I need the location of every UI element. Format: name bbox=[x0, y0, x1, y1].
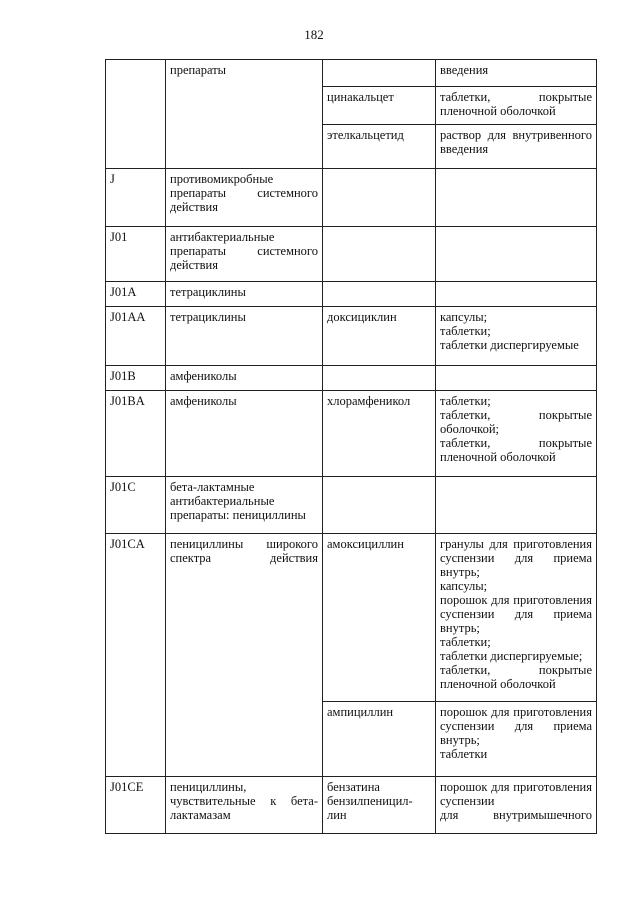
dosage-form-cell bbox=[436, 391, 597, 477]
drug-name-cell bbox=[323, 477, 436, 534]
atc-group-cell: бета-лактамные антибактериальные препараты: пенициллины bbox=[166, 477, 323, 534]
atc-code-cell bbox=[106, 60, 166, 169]
group-line: пенициллины, bbox=[170, 780, 247, 794]
dosage-form-cell: раствор для внутривенного введения bbox=[436, 125, 597, 169]
atc-group-cell: пенициллины широкого спектра действия bbox=[166, 534, 323, 777]
drug-name-cell: доксициклин bbox=[323, 307, 436, 366]
dosage-form-cell bbox=[436, 477, 597, 534]
dosage-form-cell bbox=[436, 282, 597, 307]
form-line: порошок для приготовления bbox=[440, 593, 592, 607]
form-line: таблетки, покрытые bbox=[440, 436, 592, 450]
form-line: таблетки bbox=[440, 747, 488, 761]
dosage-form-cell bbox=[436, 534, 597, 702]
atc-code-cell: J bbox=[106, 169, 166, 227]
atc-code-cell: J01A bbox=[106, 282, 166, 307]
dosage-form-cell bbox=[436, 227, 597, 282]
form-line: пленочной оболочкой bbox=[440, 450, 556, 464]
drug-name-cell bbox=[323, 227, 436, 282]
drug-table bbox=[105, 59, 597, 834]
drug-name-cell: цинакальцет bbox=[323, 87, 436, 125]
form-line: для внутримышечного bbox=[440, 808, 592, 822]
atc-code-cell: J01 bbox=[106, 227, 166, 282]
table-row bbox=[106, 282, 597, 307]
atc-code-cell: J01C bbox=[106, 477, 166, 534]
form-line: внутрь; bbox=[440, 733, 480, 747]
form-line: пленочной оболочкой bbox=[440, 677, 556, 691]
atc-code-cell: J01CE bbox=[106, 777, 166, 834]
drug-name-cell: амоксициллин bbox=[323, 534, 436, 702]
table-row bbox=[106, 366, 597, 391]
table-row bbox=[106, 477, 597, 534]
form-line: пленочной оболочкой bbox=[440, 104, 556, 118]
dosage-form-cell: введения bbox=[436, 60, 597, 87]
form-line: порошок для приготовления bbox=[440, 780, 592, 794]
dosage-form-cell bbox=[436, 702, 597, 777]
form-line: суспензии для приема bbox=[440, 551, 592, 565]
form-line: суспензии bbox=[440, 794, 495, 808]
table-row bbox=[106, 307, 597, 366]
dosage-form-cell bbox=[436, 169, 597, 227]
atc-group-cell: противомикробные препараты системного действия bbox=[166, 169, 323, 227]
atc-code-cell: J01AA bbox=[106, 307, 166, 366]
form-line: таблетки, покрытые bbox=[440, 90, 592, 104]
atc-code-cell: J01CA bbox=[106, 534, 166, 777]
dosage-form-cell bbox=[436, 366, 597, 391]
form-line: таблетки, покрытые bbox=[440, 663, 592, 677]
dosage-form-cell bbox=[436, 777, 597, 834]
form-line: таблетки; bbox=[440, 635, 491, 649]
drug-name-cell bbox=[323, 282, 436, 307]
atc-code-cell: J01B bbox=[106, 366, 166, 391]
drug-name-cell: хлорамфеникол bbox=[323, 391, 436, 477]
atc-group-cell: тетрациклины bbox=[166, 307, 323, 366]
form-line: таблетки диспергируемые; bbox=[440, 649, 583, 663]
atc-group-cell: препараты bbox=[166, 60, 323, 169]
atc-group-cell bbox=[166, 777, 323, 834]
form-line: оболочкой; bbox=[440, 422, 499, 436]
form-line: суспензии для приема bbox=[440, 719, 592, 733]
table-row bbox=[106, 60, 597, 87]
drug-name-cell bbox=[323, 169, 436, 227]
atc-code-cell: J01BA bbox=[106, 391, 166, 477]
form-line: порошок для приготовления bbox=[440, 705, 592, 719]
group-line: чувствительные к бета- bbox=[170, 794, 318, 808]
form-line: таблетки; bbox=[440, 394, 491, 408]
table-row bbox=[106, 391, 597, 477]
atc-group-cell: антибактериальные препараты системного действия bbox=[166, 227, 323, 282]
atc-group-cell: амфениколы bbox=[166, 366, 323, 391]
dosage-form-cell bbox=[436, 87, 597, 125]
table-row bbox=[106, 227, 597, 282]
form-line: внутрь; bbox=[440, 621, 480, 635]
atc-group-cell: амфениколы bbox=[166, 391, 323, 477]
table-row bbox=[106, 534, 597, 702]
form-line: суспензии для приема bbox=[440, 607, 592, 621]
form-line: гранулы для приготовления bbox=[440, 537, 592, 551]
form-line: таблетки, покрытые bbox=[440, 408, 592, 422]
drug-name-cell bbox=[323, 366, 436, 391]
page-number: 182 bbox=[304, 27, 324, 42]
table-row bbox=[106, 777, 597, 834]
atc-group-cell: тетрациклины bbox=[166, 282, 323, 307]
form-line: капсулы; bbox=[440, 579, 488, 593]
drug-name-cell: ампициллин bbox=[323, 702, 436, 777]
form-line: внутрь; bbox=[440, 565, 480, 579]
dosage-form-cell: капсулы; таблетки; таблетки диспергируемые bbox=[436, 307, 597, 366]
drug-name-cell bbox=[323, 60, 436, 87]
drug-name-cell: этелкальцетид bbox=[323, 125, 436, 169]
table-row bbox=[106, 169, 597, 227]
name-line: лин bbox=[327, 808, 347, 822]
drug-name-cell bbox=[323, 777, 436, 834]
group-line: лактамазам bbox=[170, 808, 231, 822]
name-line: бензилпеницил- bbox=[327, 794, 413, 808]
name-line: бензатина bbox=[327, 780, 380, 794]
